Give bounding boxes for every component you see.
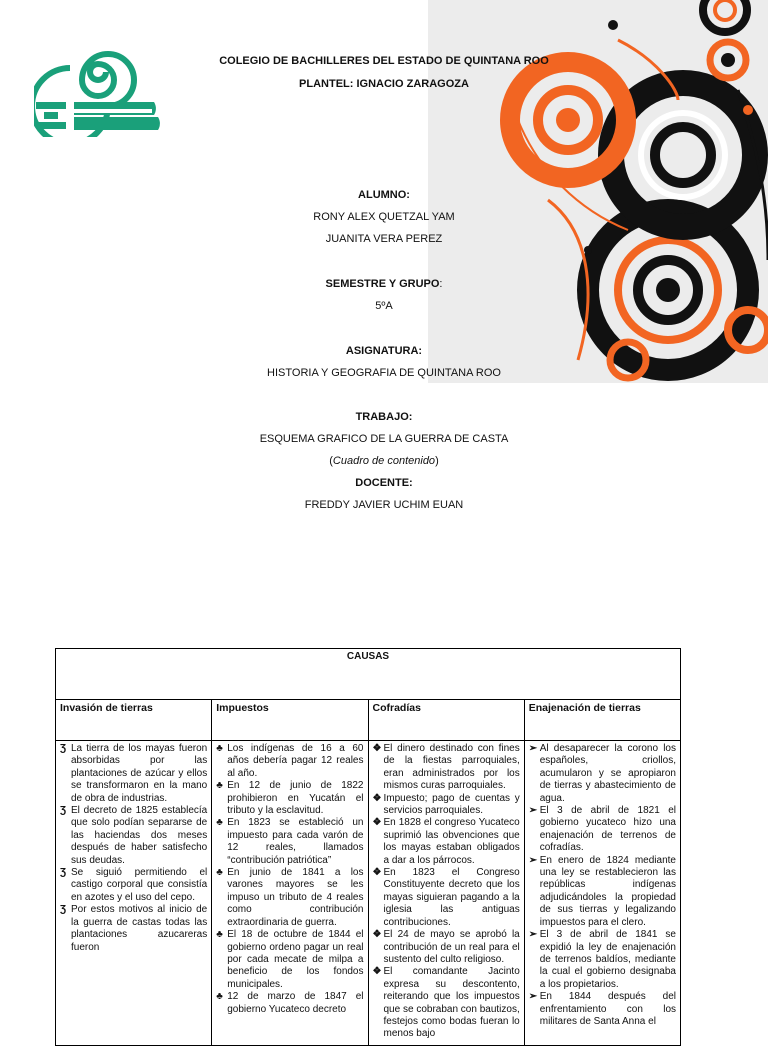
column-cell-land-invasion xyxy=(56,741,212,1046)
list-item xyxy=(60,805,207,867)
work-label: TRABAJO: xyxy=(355,411,413,423)
column-heading-taxes: Impuestos xyxy=(212,700,368,741)
bullet-icon: ♣ xyxy=(216,867,223,879)
list-item-text: El 24 de mayo se aprobó la contribución de un real para el sustento del culto religioso. xyxy=(383,929,520,965)
bullet-icon: ➢ xyxy=(528,805,538,817)
list-item xyxy=(373,743,520,793)
bullet-icon: Ʒ xyxy=(60,904,67,916)
list-item xyxy=(60,743,207,805)
list-item xyxy=(216,867,363,929)
bullet-icon: ➢ xyxy=(528,854,538,866)
table-title: CAUSAS xyxy=(56,649,681,700)
list-item-text: El comandante Jacinto expresa su descontento, reiterando que los impuestos que se cobraban con bautizos, festejos como bodas fueran lo menos bajo xyxy=(383,966,520,1040)
teacher-value: FREDDY JAVIER UCHIM EUAN xyxy=(304,499,464,511)
list-item xyxy=(373,929,520,966)
list-item-text: Por estos motivos al inicio de la guerra de castas todas las plantaciones azucareras fueron xyxy=(71,904,208,953)
column-heading-land-invasion: Invasión de tierras xyxy=(56,700,212,741)
list-item xyxy=(373,867,520,929)
group-label-colon: : xyxy=(439,278,443,290)
list-item-text: El decreto de 1825 establecía que solo podían separarse de las haciendas dos meses después de haber satisfecho sus deudas. xyxy=(71,805,208,866)
bullet-icon: ➢ xyxy=(528,991,538,1003)
work-note-close: ) xyxy=(435,455,439,467)
list-item xyxy=(216,780,363,817)
column-cell-cofradias xyxy=(368,741,524,1046)
bullet-icon: ❖ xyxy=(372,867,382,879)
list-item-text: El 3 de abril de 1821 el gobierno yucateco hizo una enajenación de terrenos de cofradías. xyxy=(539,805,676,854)
list-item-text: Los indígenas de 16 a 60 años debería pagar 12 reales al año. xyxy=(227,743,364,779)
list-item-text: En 12 de junio de 1822 prohibieron en Yucatán el tributo y la esclavitud. xyxy=(227,780,364,817)
student-label: ALUMNO: xyxy=(358,189,410,201)
list-item-text: La tierra de los mayas fueron absorbidas por las plantaciones de azúcar y ellos se transformaron en la mano de obra de industrias. xyxy=(71,743,208,804)
column-heading-land-alienation: Enajenación de tierras xyxy=(524,700,680,741)
list-item xyxy=(216,817,363,867)
bullet-icon: ➢ xyxy=(528,743,538,754)
list-item xyxy=(373,966,520,1040)
subject-label: ASIGNATURA: xyxy=(345,345,423,357)
causes-table xyxy=(55,648,681,1046)
bullet-icon: ❖ xyxy=(372,792,382,804)
list-item-text: Al desaparecer la corono los españoles, criollos, acumularon y se apropiaron de tierras y abastecimiento de agua. xyxy=(539,743,676,804)
list-item xyxy=(216,991,363,1016)
bullet-icon: Ʒ xyxy=(60,867,67,879)
list-item xyxy=(60,904,207,954)
list-item xyxy=(373,793,520,818)
bullet-icon: ♣ xyxy=(216,743,223,754)
bullet-icon: Ʒ xyxy=(60,743,67,754)
list-item-text: El 3 de abril de 1841 se expidió la ley de enajenación de terrenos baldíos, mediante la cual el gobierno designaba a los propietarios. xyxy=(539,929,676,990)
list-item-text: El dinero destinado con fines de la fiestas parroquiales, eran administrados por los mismos curas parroquiales. xyxy=(383,743,520,792)
list-item-text: En 1823 se estableció un impuesto para cada varón de 12 reales, llamados “contribución patriótica” xyxy=(227,817,364,866)
list-item xyxy=(373,817,520,867)
list-item-text: Se siguió permitiendo el castigo corporal que consistía en azotes y el uso del cepo. xyxy=(71,867,208,903)
bullet-icon: ♣ xyxy=(216,929,223,941)
teacher-label: DOCENTE: xyxy=(355,477,413,489)
list-item-text: Impuesto; pago de cuentas y servicios parroquiales. xyxy=(383,792,520,817)
column-cell-land-alienation xyxy=(524,741,680,1046)
group-label: SEMESTRE Y GRUPO xyxy=(325,278,440,290)
subject-value: HISTORIA Y GEOGRAFIA DE QUINTANA ROO xyxy=(267,367,501,379)
list-item-text: En 1828 el congreso Yucateco suprimió las obvenciones que los mayas estaban obligados a dar a los párrocos. xyxy=(383,817,520,866)
student-name-2: JUANITA VERA PEREZ xyxy=(325,233,443,245)
bullet-icon: ♣ xyxy=(216,780,223,792)
list-item-text: El 18 de octubre de 1844 el gobierno ordeno pagar un real por cada mecate de milpa a beneficio de los fondos municipales. xyxy=(227,929,364,990)
list-item xyxy=(529,929,676,991)
bullet-icon: ❖ xyxy=(372,966,382,978)
bullet-icon: ➢ xyxy=(528,929,538,941)
list-item-text: En enero de 1824 mediante una ley se restablecieron las repúblicas indígenas adjudicándoles la propiedad de sus tierras y legalizando impuestos para el clero. xyxy=(539,854,676,928)
group-heading xyxy=(0,277,768,291)
list-item xyxy=(529,855,676,929)
work-value: ESQUEMA GRAFICO DE LA GUERRA DE CASTA xyxy=(259,433,509,445)
student-name-1: RONY ALEX QUETZAL YAM xyxy=(313,211,455,223)
list-item xyxy=(529,991,676,1028)
bullet-icon: ♣ xyxy=(216,817,223,829)
bullet-icon: Ʒ xyxy=(60,805,67,817)
work-note-open: ( xyxy=(329,455,333,467)
bullet-icon: ❖ xyxy=(372,743,382,754)
bullet-icon: ♣ xyxy=(216,991,223,1003)
list-item-text: En junio de 1841 a los varones mayores se les impuso un tributo de 4 reales como contribución extraordinaria de guerra. xyxy=(227,867,364,928)
list-item xyxy=(529,805,676,855)
school-name: COLEGIO DE BACHILLERES DEL ESTADO DE QUINTANA ROO xyxy=(219,55,549,67)
work-note xyxy=(0,454,768,468)
list-item xyxy=(216,929,363,991)
column-cell-taxes xyxy=(212,741,368,1046)
list-item xyxy=(216,743,363,780)
list-item-text: En 1844 después del enfrentamiento con los militares de Santa Anna el xyxy=(539,991,676,1027)
list-item xyxy=(60,867,207,904)
work-note-text: Cuadro de contenido xyxy=(332,455,436,467)
column-heading-cofradias: Cofradías xyxy=(368,700,524,741)
list-item-text: 12 de marzo de 1847 el gobierno Yucateco decreto xyxy=(227,991,364,1015)
group-value: 5ºA xyxy=(375,300,393,312)
list-item xyxy=(529,743,676,805)
bullet-icon: ❖ xyxy=(372,817,382,829)
bullet-icon: ❖ xyxy=(372,929,382,941)
campus-name: PLANTEL: IGNACIO ZARAGOZA xyxy=(299,78,469,90)
list-item-text: En 1823 el Congreso Constituyente decreto que los mayas siguieran pagando a la iglesia las antiguas contribuciones. xyxy=(383,867,520,928)
